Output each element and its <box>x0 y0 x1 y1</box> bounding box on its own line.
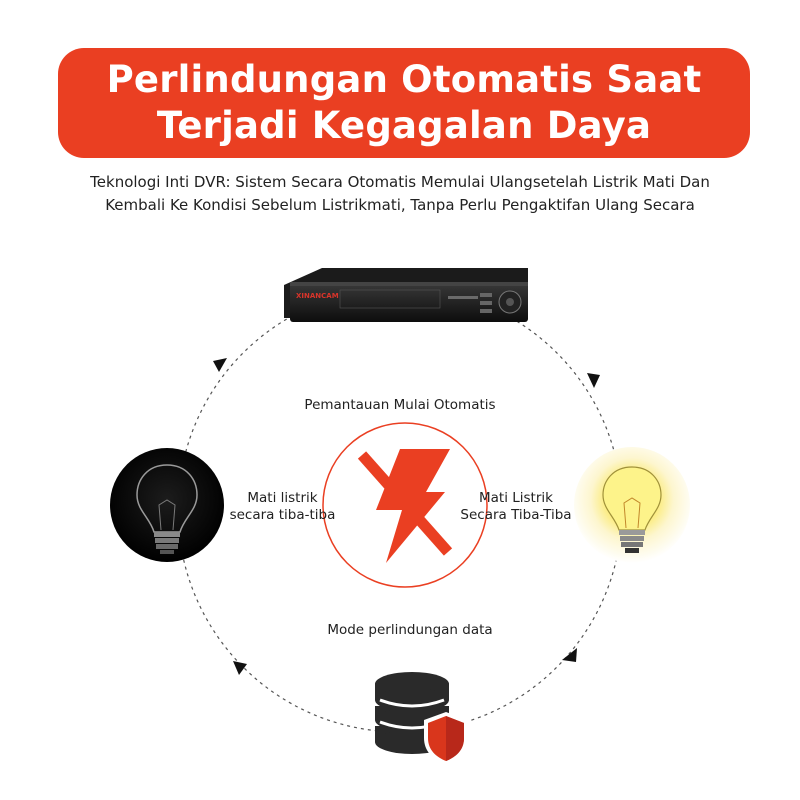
right-label-line-2: Secara Tiba-Tiba <box>460 507 572 523</box>
title-line-1: Perlindungan Otomatis Saat <box>106 58 702 101</box>
auto-monitoring-label: Pemantauan Mulai Otomatis <box>304 397 496 413</box>
data-protection-mode-label: Mode perlindungan data <box>327 622 493 638</box>
bulb-off-icon <box>110 448 224 562</box>
database-shield-icon <box>375 672 468 765</box>
left-label-line-2: secara tiba-tiba <box>229 507 336 523</box>
cycle-arrow-bottom-right <box>562 648 577 662</box>
cycle-arrow-top-right <box>587 373 600 388</box>
left-label-line-1: Mati listrik <box>247 490 318 506</box>
cycle-arrow-top-left <box>213 358 227 372</box>
dvr-brand-label: XINANCAM <box>296 292 339 300</box>
description-line-2: Kembali Ke Kondisi Sebelum Listrikmati, Tanpa Perlu Pengaktifan Ulang Secara <box>105 196 695 214</box>
bulb-on-icon <box>574 447 690 563</box>
sudden-power-loss-left-label <box>225 490 340 524</box>
right-label-line-1: Mati Listrik <box>479 490 553 506</box>
title-line-2: Terjadi Kegagalan Daya <box>156 104 652 147</box>
dvr-device-icon <box>284 268 528 322</box>
description-line-1: Teknologi Inti DVR: Sistem Secara Otomatis Memulai Ulangsetelah Listrik Mati Dan <box>90 173 710 191</box>
sudden-power-loss-right-label <box>446 490 586 524</box>
